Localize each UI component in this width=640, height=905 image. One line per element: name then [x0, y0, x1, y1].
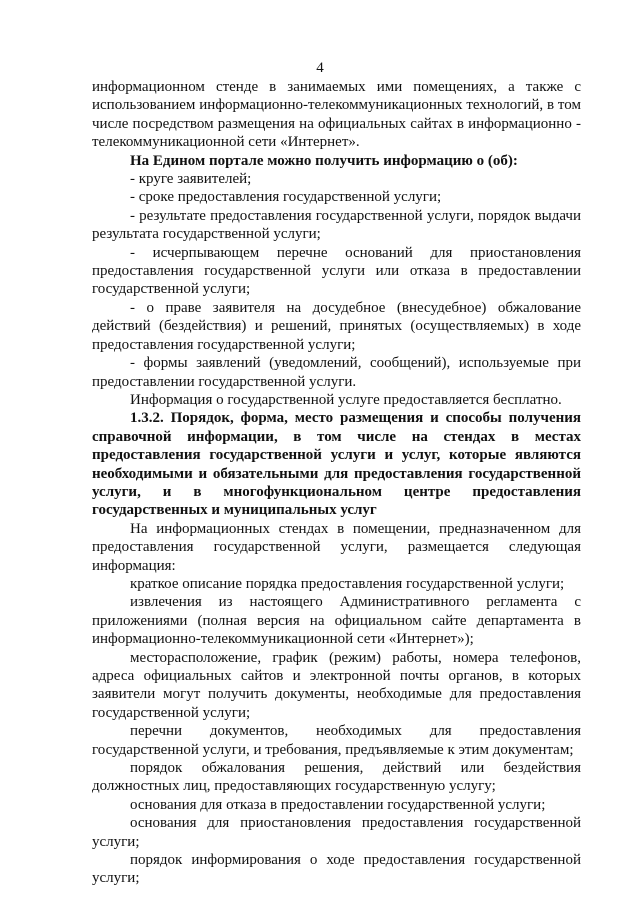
section-heading: На Едином портале можно получить информацию о (об):	[130, 152, 518, 169]
paragraph: Информация о государственной услуге предоставляется бесплатно.	[130, 391, 562, 408]
list-item: - круге заявителей;	[130, 171, 252, 188]
paragraph: На информационных стендах в помещении, предназначенном для предоставления государственной услуги, размещается следующая информация:	[92, 520, 581, 574]
list-item: месторасположение, график (режим) работы, номера телефонов, адреса официальных сайтов и электронной почты органов, в которых заявители могут получить документы, необходимые для предоставления государственной услуги;	[92, 649, 581, 721]
list-item: краткое описание порядка предоставления государственной услуги;	[130, 575, 565, 592]
page-number: 4	[316, 60, 324, 76]
list-item: основания для приостановления предоставления государственной услуги;	[92, 815, 581, 850]
list-item: извлечения из настоящего Административного регламента с приложениями (полная версия на официальном сайте департамента в информационно-телекоммуникационной сети «Интернет»);	[92, 594, 581, 648]
list-item: порядок информирования о ходе предоставления государственной услуги;	[92, 852, 581, 887]
paragraph: информационном стенде в занимаемых ими помещениях, а также с использованием информационно-телекоммуникационных технологий, в том числе посредством размещения на официальных сайтах в информационно - телекоммуникационной сети «Интернет».	[92, 79, 581, 151]
list-item: - результате предоставления государственной услуги, порядок выдачи результата государственной услуги;	[92, 207, 581, 243]
list-item: - о праве заявителя на досудебное (внесудебное) обжалование действий (бездействия) и решений, принятых (осуществляемых) в ходе предоставления государственной услуги;	[92, 299, 581, 353]
list-item: - формы заявлений (уведомлений, сообщений), используемые при предоставлении государственной услуги.	[92, 355, 581, 390]
list-item: порядок обжалования решения, действий или бездействия должностных лиц, предоставляющих государственную услугу;	[92, 760, 581, 795]
list-item: - исчерпывающем перечне оснований для приостановления предоставления государственной услуги или отказа в предоставлении государственной услуги;	[92, 244, 581, 298]
list-item: основания для отказа в предоставлении государственной услуги;	[130, 796, 546, 813]
list-item: - сроке предоставления государственной услуги;	[130, 189, 442, 206]
document-body	[92, 78, 581, 888]
section-heading: 1.3.2. Порядок, форма, место размещения и способы получения справочной информации, в том числе на стендах в местах предоставления государственной услуги и услуг, которые являются необходимыми и обязательными для предоставления государственной услуги, и в многофункциональном центре предоставления государственных и муниципальных услуг	[92, 410, 581, 519]
list-item: перечни документов, необходимых для предоставления государственной услуги, и требования, предъявляемые к этим документам;	[92, 723, 581, 758]
